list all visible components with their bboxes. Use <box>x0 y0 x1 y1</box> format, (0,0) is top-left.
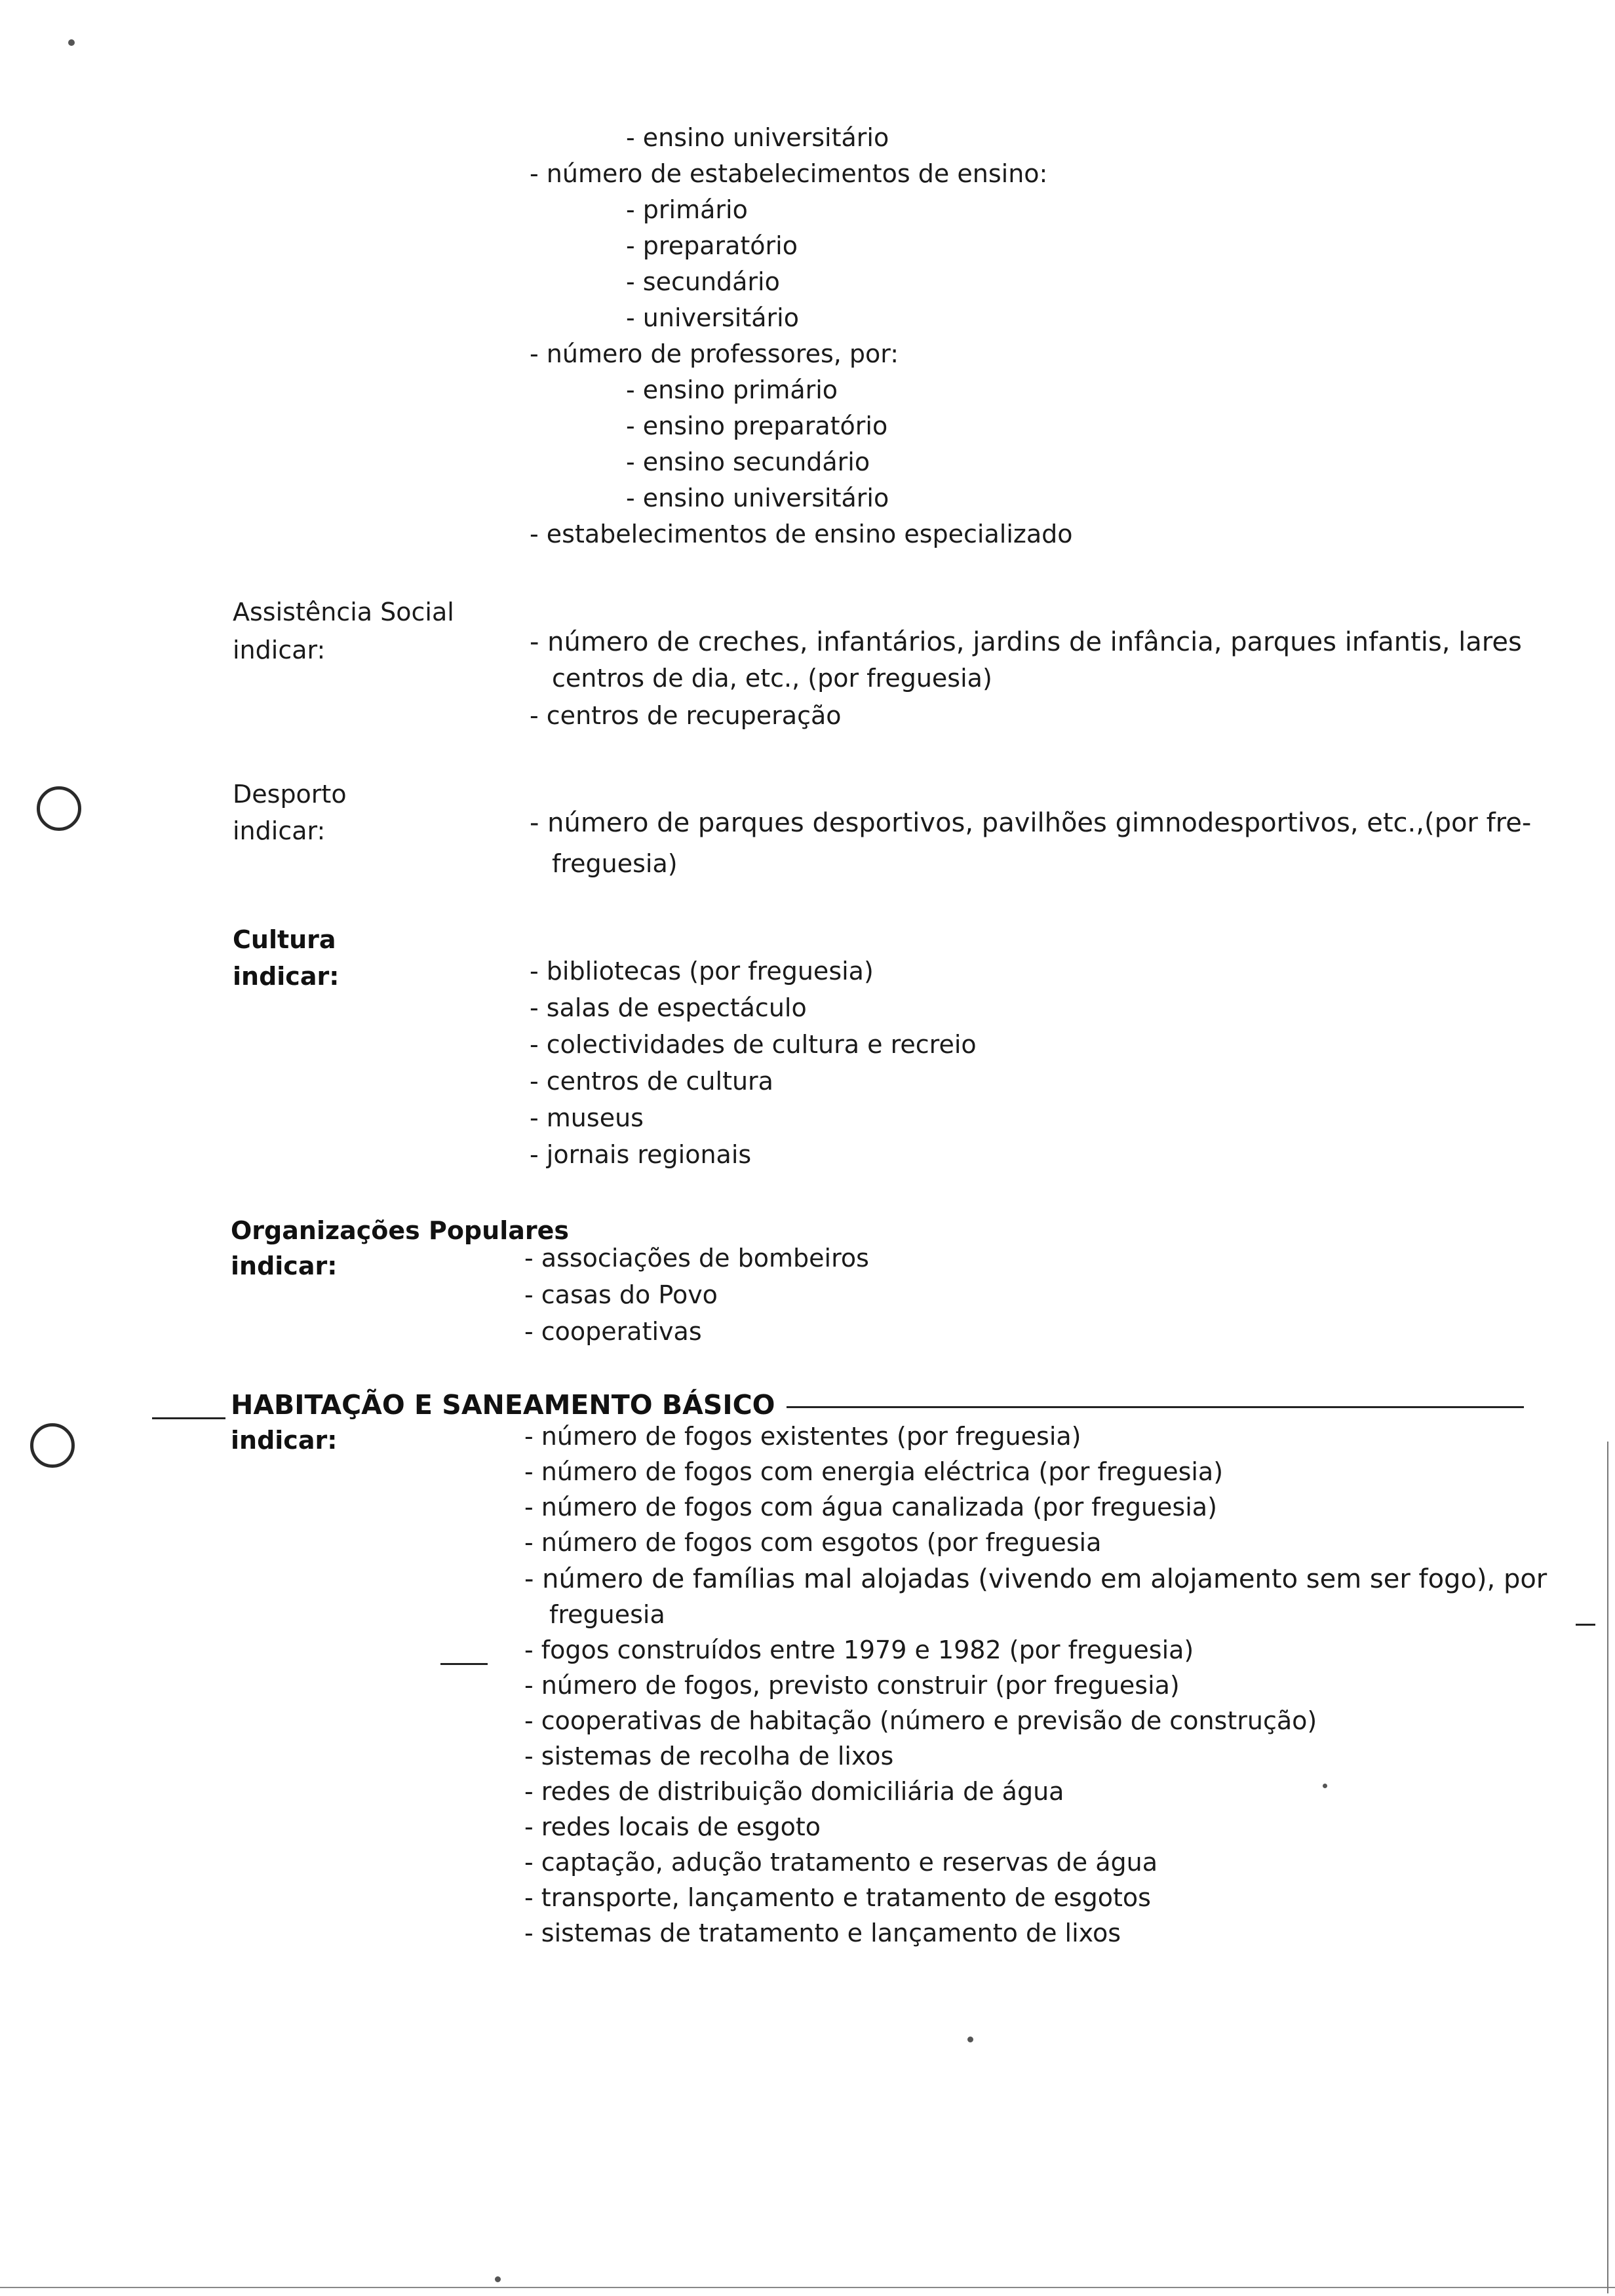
scan-edge-mark <box>1576 1624 1595 1626</box>
list-item: - ensino universitário <box>626 484 889 512</box>
indicar-label: indicar: <box>231 1426 338 1455</box>
list-item: - sistemas de recolha de lixos <box>524 1742 894 1770</box>
list-item: - número de fogos, previsto construir (por freguesia) <box>524 1671 1180 1700</box>
list-item: - ensino primário <box>626 375 838 404</box>
edu-line-university: - ensino universitário <box>626 123 889 152</box>
scan-speck <box>967 2037 973 2042</box>
section-title-organizacoes: Organizações Populares <box>231 1216 569 1245</box>
indicar-label: indicar: <box>233 816 326 845</box>
list-item: - captação, adução tratamento e reservas de água <box>524 1848 1158 1877</box>
list-item: - centros de cultura <box>530 1067 773 1096</box>
list-item: - associações de bombeiros <box>524 1244 869 1272</box>
list-item: - universitário <box>626 303 799 332</box>
list-item: - sistemas de tratamento e lançamento de lixos <box>524 1919 1121 1947</box>
indicar-label: indicar: <box>233 636 326 664</box>
list-item: - número de fogos existentes (por freguesia) <box>524 1422 1081 1451</box>
edu-establishments-label: - número de estabelecimentos de ensino: <box>530 159 1048 188</box>
list-item: - fogos construídos entre 1979 e 1982 (por freguesia) <box>524 1636 1194 1664</box>
section-title-cultura: Cultura <box>233 925 336 954</box>
list-item: - primário <box>626 195 748 224</box>
list-item: - número de fogos com esgotos (por freguesia <box>524 1528 1102 1557</box>
list-item: - museus <box>530 1103 644 1132</box>
scan-speck <box>1323 1784 1327 1788</box>
indicar-label: indicar: <box>233 962 340 991</box>
scan-right-edge <box>1607 1442 1608 2293</box>
heading-rule-right <box>787 1406 1524 1408</box>
list-item: - número de creches, infantários, jardins de infância, parques infantis, lares <box>530 627 1522 657</box>
list-item: - preparatório <box>626 231 798 260</box>
indicar-label: indicar: <box>231 1252 338 1280</box>
list-item: - casas do Povo <box>524 1280 718 1309</box>
list-item: - jornais regionais <box>530 1140 752 1169</box>
scan-bottom-edge <box>0 2287 1615 2288</box>
list-item: - transporte, lançamento e tratamento de esgotos <box>524 1883 1151 1912</box>
edu-specialized: - estabelecimentos de ensino especializado <box>530 520 1073 548</box>
list-item: - centros de recuperação <box>530 701 842 730</box>
list-item: - ensino secundário <box>626 448 870 476</box>
list-item: freguesia) <box>552 849 678 878</box>
list-item: - cooperativas de habitação (número e previsão de construção) <box>524 1706 1317 1735</box>
heading-rule-left <box>152 1417 225 1419</box>
list-item: - número de fogos com energia eléctrica (por freguesia) <box>524 1457 1224 1486</box>
list-item: - número de fogos com água canalizada (por freguesia) <box>524 1493 1217 1521</box>
list-item: - bibliotecas (por freguesia) <box>530 957 874 985</box>
list-item: - colectividades de cultura e recreio <box>530 1030 977 1059</box>
list-item: centros de dia, etc., (por freguesia) <box>552 664 992 693</box>
binder-hole-icon <box>30 1423 75 1468</box>
section-title-habitacao: HABITAÇÃO E SANEAMENTO BÁSICO <box>231 1389 775 1421</box>
scan-speck <box>495 2276 501 2282</box>
list-item: - redes de distribuição domiciliária de água <box>524 1777 1064 1806</box>
edu-teachers-label: - número de professores, por: <box>530 339 899 368</box>
binder-hole-icon <box>37 786 81 831</box>
list-item: - número de famílias mal alojadas (vivendo em alojamento sem ser fogo), por <box>524 1564 1547 1594</box>
list-item: freguesia <box>549 1600 665 1629</box>
list-item: - número de parques desportivos, pavilhões gimnodesportivos, etc.,(por fre- <box>530 808 1532 838</box>
section-title-assistencia: Assistência Social <box>233 598 454 626</box>
list-item: - redes locais de esgoto <box>524 1812 821 1841</box>
list-item: - cooperativas <box>524 1317 702 1346</box>
section-title-desporto: Desporto <box>233 780 347 809</box>
list-item: - secundário <box>626 267 780 296</box>
list-item: - ensino preparatório <box>626 411 888 440</box>
list-item: - salas de espectáculo <box>530 993 807 1022</box>
margin-mark <box>440 1663 488 1665</box>
scan-speck <box>68 39 75 46</box>
